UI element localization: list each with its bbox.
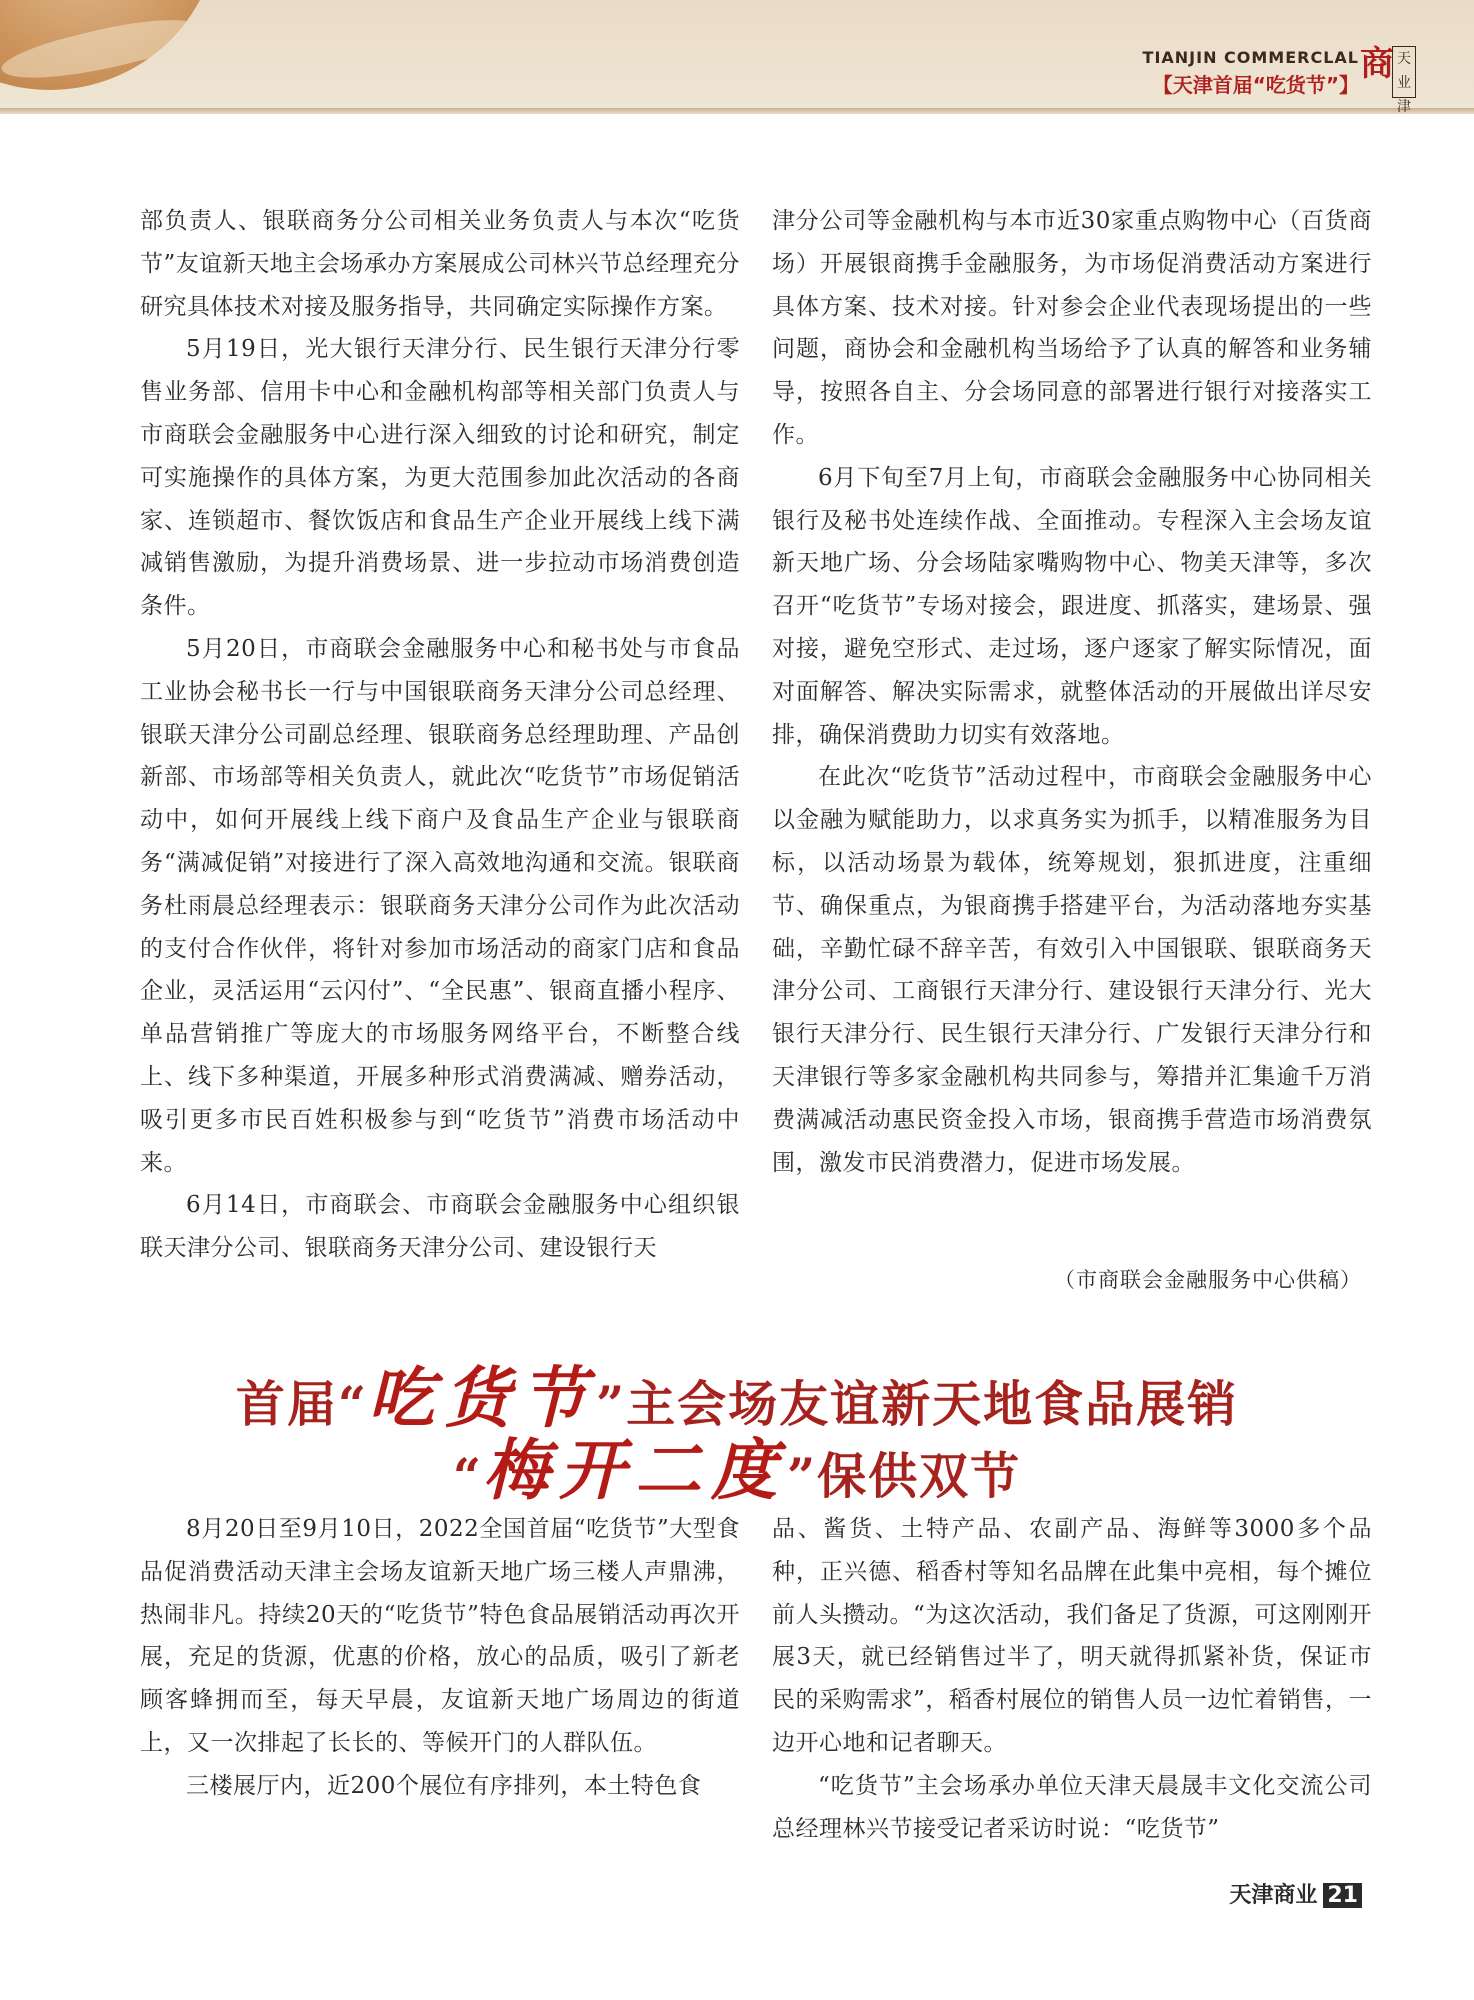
header-rule: [0, 108, 1474, 114]
paragraph: 6月14日，市商联会、市商联会金融服务中心组织银联天津分公司、银联商务天津分公司、建设银行天: [140, 1192, 740, 1262]
header-brand: [1143, 48, 1359, 98]
paragraph: 在此次“吃货节”活动过程中，市商联会金融服务中心以金融为赋能助力，以求真务实为抓手，以精准服务为目标，以活动场景为载体，统筹规划，狠抓进度，注重细节、确保重点，为银商携手搭建平台，为活动落地夯实基础，辛勤忙碌不辞辛苦，有效引入中国银联、银联商务天津分公司、工商银行天津分行、建设银行天津分行、光大银行天津分行、民生银行天津分行、广发银行天津分行和天津银行等多家金融机构共同参与，筹措并汇集逾千万消费满减活动惠民资金投入市场，银商携手营造市场消费氛围，激发市民消费潜力，促进市场发展。: [772, 764, 1372, 1176]
paragraph: 三楼展厅内，近200个展位有序排列，本土特色食: [186, 1772, 702, 1799]
logo-box: 天业津: [1392, 46, 1416, 98]
page-footer: [1229, 1878, 1362, 1909]
headline-line2: [0, 1417, 1474, 1512]
magazine-logo-icon: [1360, 44, 1414, 115]
paragraph: 品、酱货、土特产品、农副产品、海鲜等3000多个品种，正兴德、稻香村等知名品牌在此集中亮相，每个摊位前人头攒动。“为这次活动，我们备足了货源，可这刚刚开展3天，就已经销售过半了，明天就得抓紧补货，保证市民的采购需求”，稻香村展位的销售人员一边忙着销售，一边开心地和记者聊天。: [772, 1516, 1372, 1756]
paragraph: 5月19日，光大银行天津分行、民生银行天津分行零售业务部、信用卡中心和金融机构部等相关部门负责人与市商联会金融服务中心进行深入细致的讨论和研究，制定可实施操作的具体方案，为更大范围参加此次活动的各商家、连锁超市、餐饮饭店和食品生产企业开展线上线下满减销售激励，为提升消费场景、进一步拉动市场消费创造条件。: [140, 336, 740, 620]
paragraph: 部负责人、银联商务分公司相关业务负责人与本次“吃货节”友谊新天地主会场承办方案展成公司林兴节总经理充分研究具体技术对接及服务指导，共同确定实际操作方案。: [140, 208, 740, 320]
page-number: 21: [1323, 1883, 1362, 1908]
article1-left-column: [140, 200, 740, 1270]
headline-emphasis: 吃货节: [368, 1359, 596, 1437]
paragraph: 津分公司等金融机构与本市近30家重点购物中心（百货商场）开展银商携手金融服务，为市场促消费活动方案进行具体方案、技术对接。针对参会企业代表现场提出的一些问题，商协会和金融机构当场给予了认真的解答和业务辅导，按照各自主、分会场同意的部署进行银行对接落实工作。: [772, 208, 1372, 448]
headline-text: ”保供双节: [787, 1447, 1022, 1505]
headline-text: “: [452, 1447, 483, 1505]
paragraph: 5月20日，市商联会金融服务中心和秘书处与市食品工业协会秘书长一行与中国银联商务天津分公司总经理、银联天津分公司副总经理、银联商务总经理助理、产品创新部、市场部等相关负责人，就此次“吃货节”市场促销活动中，如何开展线上线下商户及食品生产企业与银联商务“满减促销”对接进行了深入高效地沟通和交流。银联商务杜雨晨总经理表示：银联商务天津分公司作为此次活动的支付合作伙伴，将针对参加市场活动的商家门店和食品企业，灵活运用“云闪付”、“全民惠”、银商直播小程序、单品营销推广等庞大的市场服务网络平台，不断整合线上、线下多种渠道，开展多种形式消费满减、赠券活动，吸引更多市民百姓积极参与到“吃货节”消费市场活动中来。: [140, 635, 740, 1176]
magazine-name: 天津商业: [1229, 1883, 1318, 1908]
brand-english: TIANJIN COMMERCLAL: [1142, 48, 1359, 67]
article1-right-column: [772, 200, 1372, 1184]
logo-char: 商: [1360, 44, 1394, 84]
paragraph: “吃货节”主会场承办单位天津天晨晟丰文化交流公司总经理林兴节接受记者采访时说：“吃货节”: [772, 1772, 1372, 1842]
paragraph: 6月下旬至7月上旬，市商联会金融服务中心协同相关银行及秘书处连续作战、全面推动。专程深入主会场友谊新天地广场、分会场陆家嘴购物中心、物美天津等，多次召开“吃货节”专场对接会，跟进度、抓落实，建场景、强对接，避免空形式、走过场，逐户逐家了解实际情况，面对面解答、解决实际需求，就整体活动的开展做出详尽安排，确保消费助力切实有效落地。: [772, 464, 1372, 748]
headline-emphasis: 梅开二度: [483, 1431, 787, 1509]
article2-left-column: [140, 1508, 740, 1808]
headline-text: 首届“: [235, 1375, 368, 1433]
paragraph: 8月20日至9月10日，2022全国首届“吃货节”大型食品促消费活动天津主会场友谊新天地广场三楼人声鼎沸，热闹非凡。持续20天的“吃货节”特色食品展销活动再次开展，充足的货源，优惠的价格，放心的品质，吸引了新老顾客蜂拥而至，每天早晨，友谊新天地广场周边的街道上，又一次排起了长长的、等候开门的人群队伍。: [140, 1516, 740, 1756]
column-title: 【天津首届“吃货节”】: [1152, 73, 1359, 97]
article-credit: （市商联会金融服务中心供稿）: [1054, 1268, 1362, 1292]
article2-right-column: [772, 1508, 1372, 1850]
headline-text: ”主会场友谊新天地食品展销: [596, 1375, 1239, 1433]
